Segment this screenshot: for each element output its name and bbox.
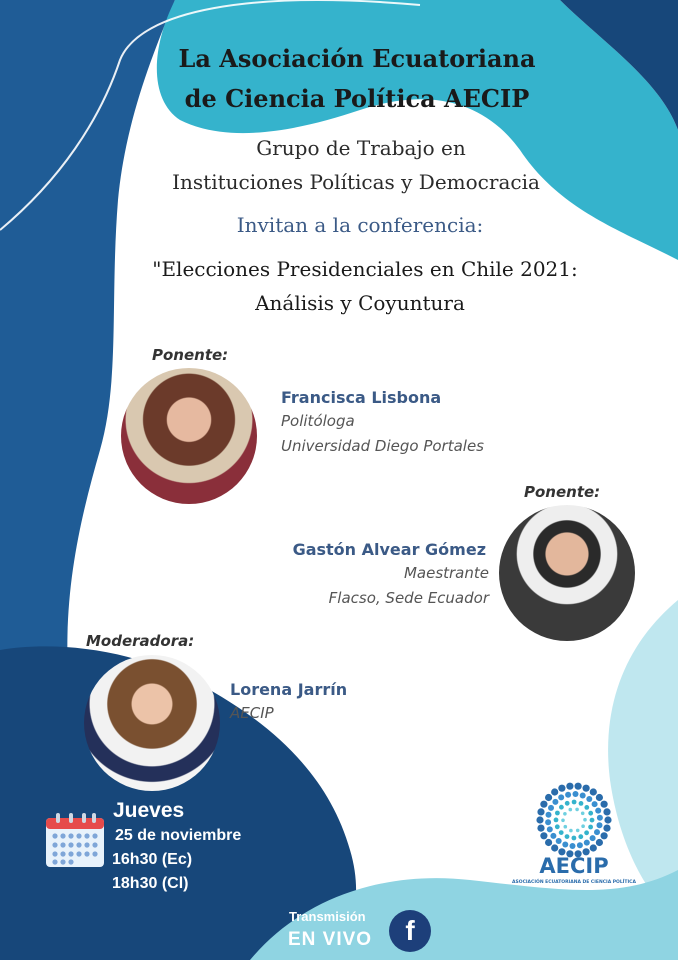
logo-dot — [570, 843, 576, 849]
logo-dot — [565, 792, 571, 798]
logo-dot — [603, 808, 610, 815]
logo-dot — [551, 788, 558, 795]
logo-dot — [540, 832, 547, 839]
logo-full-name: ASOCIACIÓN ECUATORIANA DE CIENCIA POLÍTICA — [512, 880, 636, 885]
logo-dot — [578, 834, 583, 839]
logo-dot — [566, 783, 573, 790]
logo-dot — [575, 783, 582, 790]
speaker1-photo — [121, 368, 257, 504]
logo-dot — [564, 825, 568, 829]
logo-dot — [556, 838, 562, 844]
logo-dot — [588, 825, 593, 830]
logo-dot — [581, 812, 585, 816]
speaker2-title: Maestrante — [403, 564, 489, 582]
event-time-chile: 18h30 (Cl) — [112, 875, 189, 892]
logo-dot — [583, 785, 590, 792]
stream-live-label: EN VIVO — [288, 929, 373, 950]
logo-dot — [576, 829, 580, 833]
logo-dot — [561, 819, 565, 823]
logo-dot — [545, 839, 552, 846]
logo-dot — [590, 788, 597, 795]
logo-dot — [559, 805, 564, 810]
working-group-line2: Instituciones Políticas y Democracia — [172, 170, 540, 194]
logo-dot — [596, 839, 603, 846]
logo-dot — [586, 796, 592, 802]
logo-dot — [584, 830, 589, 835]
logo-dot — [545, 819, 551, 825]
event-time-ecuador: 16h30 (Ec) — [112, 851, 193, 868]
logo-dot — [575, 808, 579, 812]
organization-title-line2: de Ciencia Política AECIP — [184, 84, 530, 113]
logo-dot — [584, 840, 590, 846]
logo-dot — [548, 805, 554, 811]
working-group-line1: Grupo de Trabajo en — [256, 136, 466, 160]
logo-dot — [572, 800, 577, 805]
logo-dot — [584, 805, 589, 810]
logo-dot — [537, 808, 544, 815]
logo-dot — [604, 816, 611, 823]
aecip-logo — [512, 780, 636, 890]
logo-dot — [536, 816, 543, 823]
organization-title-line1: La Asociación Ecuatoriana — [178, 44, 536, 73]
logo-dot — [545, 794, 552, 801]
logo-dot — [551, 844, 558, 851]
speaker2-affiliation: Flacso, Sede Ecuador — [328, 589, 489, 607]
logo-dot — [601, 801, 608, 808]
logo-dot — [592, 801, 598, 807]
conference-title-line1: "Elecciones Presidenciales en Chile 2021: — [152, 257, 578, 281]
conference-title-line2: Análisis y Coyuntura — [255, 291, 465, 315]
logo-dot — [569, 829, 573, 833]
logo-acronym: AECIP — [539, 854, 609, 878]
logo-dot — [596, 794, 603, 801]
logo-dot — [594, 829, 600, 835]
calendar-icon — [45, 812, 105, 868]
facebook-glyph: f — [405, 915, 415, 946]
logo-dot — [597, 822, 603, 828]
facebook-icon[interactable] — [389, 910, 431, 952]
logo-dot — [603, 825, 610, 832]
logo-dot — [555, 824, 560, 829]
logo-dot — [537, 825, 544, 832]
logo-dot — [555, 811, 560, 816]
speaker1-name: Francisca Lisbona — [281, 388, 442, 407]
invitation-text: Invitan a la conferencia: — [236, 213, 484, 237]
logo-dot — [546, 812, 552, 818]
logo-dot — [597, 815, 603, 821]
logo-dot — [590, 844, 597, 851]
logo-dot — [572, 836, 577, 841]
moderator-name: Lorena Jarrín — [230, 680, 348, 699]
stream-label: Transmisión — [289, 909, 366, 924]
speaker2-role-label: Ponente: — [524, 483, 601, 501]
logo-dot — [552, 799, 558, 805]
logo-dot — [547, 826, 553, 832]
logo-dot — [583, 818, 587, 822]
event-date: 25 de noviembre — [115, 827, 242, 844]
logo-dot — [588, 811, 593, 816]
speaker1-affiliation: Universidad Diego Portales — [281, 437, 484, 455]
speaker1-title: Politóloga — [281, 412, 355, 430]
logo-dot — [579, 801, 584, 806]
logo-dot — [562, 842, 568, 848]
logo-dot — [558, 785, 565, 792]
logo-dot — [577, 842, 583, 848]
moderator-photo — [84, 655, 220, 791]
logo-dot — [558, 794, 564, 800]
logo-dot — [573, 791, 579, 797]
logo-dot — [580, 793, 586, 799]
logo-dot — [569, 808, 573, 812]
moderator-affiliation: AECIP — [230, 704, 274, 722]
speaker2-photo — [499, 505, 635, 641]
logo-dot — [601, 832, 608, 839]
logo-dot — [559, 830, 564, 835]
logo-dot — [554, 818, 559, 823]
logo-dot — [581, 824, 585, 828]
logo-dot — [565, 801, 570, 806]
logo-dot — [590, 835, 596, 841]
logo-dot — [550, 833, 556, 839]
moderator-role-label: Moderadora: — [86, 632, 195, 650]
speaker1-role-label: Ponente: — [152, 346, 229, 364]
logo-dot — [595, 808, 601, 814]
logo-dot — [590, 818, 595, 823]
speaker2-name: Gastón Alvear Gómez — [292, 540, 486, 559]
logo-dot — [563, 812, 567, 816]
logo-dot — [540, 801, 547, 808]
event-day: Jueves — [113, 799, 185, 822]
aecip-logo-mark — [515, 780, 633, 860]
logo-dot — [565, 834, 570, 839]
